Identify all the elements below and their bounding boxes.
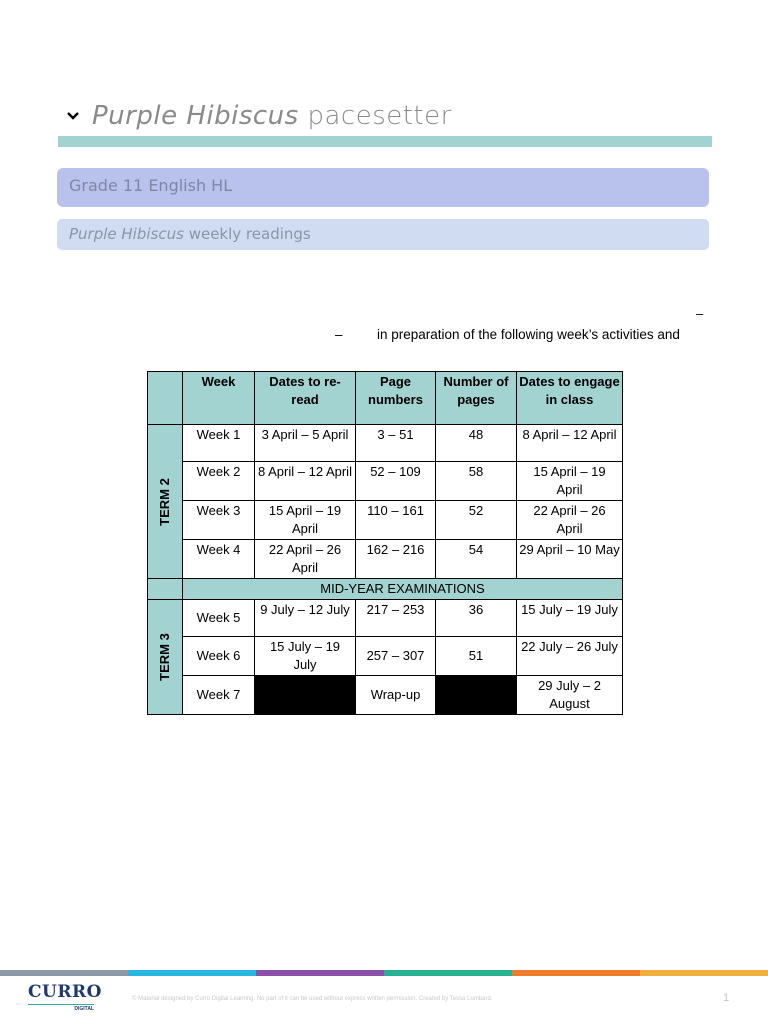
term3-label: TERM 3 — [157, 633, 172, 681]
cell-count: 52 — [436, 501, 517, 540]
stripe-segment — [512, 970, 640, 976]
cell-week: Week 4 — [183, 540, 255, 579]
cell-count: 48 — [436, 425, 517, 462]
cell-pages: 110 – 161 — [356, 501, 436, 540]
cell-count: 58 — [436, 462, 517, 501]
cell-count: 54 — [436, 540, 517, 579]
table-row — [148, 425, 623, 462]
grade-banner — [57, 168, 709, 207]
grade-label: Grade 11 English HL — [69, 176, 233, 195]
table-row — [148, 637, 623, 676]
cell-engage: 22 April – 26 April — [517, 501, 623, 540]
cell-week: Week 3 — [183, 501, 255, 540]
cell-pages: 52 – 109 — [356, 462, 436, 501]
table-header-row — [148, 372, 623, 425]
cell-week: Week 6 — [183, 637, 255, 676]
cell-engage: 15 April – 19 April — [517, 462, 623, 501]
header-pages: Page numbers — [356, 372, 436, 425]
cell-dates-blocked — [255, 676, 356, 715]
stripe-segment — [256, 970, 384, 976]
cell-dates: 15 April – 19 April — [255, 501, 356, 540]
readings-italic: Purple Hibiscus — [69, 225, 184, 243]
cell-engage: 15 July – 19 July — [517, 600, 623, 637]
table-row — [148, 676, 623, 715]
cell-week: Week 5 — [183, 600, 255, 637]
page-number: 1 — [723, 992, 730, 1004]
document-title — [66, 98, 452, 134]
cell-count-blocked — [436, 676, 517, 715]
header-blank — [148, 372, 183, 425]
copyright-notice: © Material designed by Curro Digital Learning. No part of it can be used without express written permission. Created by Tessa Lombard. — [132, 996, 493, 1002]
header-count: Number of pages — [436, 372, 517, 425]
footer-color-stripe — [0, 970, 768, 976]
reading-schedule-table — [147, 371, 623, 715]
body-line-text: in preparation of the following week’s activities and — [377, 327, 680, 342]
table-row — [148, 501, 623, 540]
cell-engage: 29 April – 10 May — [517, 540, 623, 579]
table-row — [148, 600, 623, 637]
term3-label-cell — [148, 600, 183, 715]
cell-week: Week 7 — [183, 676, 255, 715]
stripe-segment — [128, 970, 256, 976]
cell-pages: Wrap-up — [356, 676, 436, 715]
table-row — [148, 462, 623, 501]
cell-dates: 22 April – 26 April — [255, 540, 356, 579]
midyear-blank-cell — [148, 579, 183, 600]
cell-dates: 8 April – 12 April — [255, 462, 356, 501]
header-dates: Dates to re-read — [255, 372, 356, 425]
cell-count: 36 — [436, 600, 517, 637]
logo-subtitle: DIGITAL — [74, 1006, 94, 1012]
readings-rest: weekly readings — [183, 225, 311, 243]
cell-dates: 9 July – 12 July — [255, 600, 356, 637]
stripe-segment — [0, 970, 128, 976]
table-row — [148, 540, 623, 579]
body-line-dash: – — [335, 327, 343, 342]
cell-pages: 162 – 216 — [356, 540, 436, 579]
cell-pages: 257 – 307 — [356, 637, 436, 676]
term2-label: TERM 2 — [157, 477, 172, 526]
chevron-down-icon — [66, 109, 80, 123]
body-text-line — [335, 327, 711, 342]
page-title — [92, 101, 452, 131]
cell-engage: 29 July – 2 August — [517, 676, 623, 715]
cell-week: Week 2 — [183, 462, 255, 501]
cell-engage: 8 April – 12 April — [517, 425, 623, 462]
cell-week: Week 1 — [183, 425, 255, 462]
stripe-segment — [384, 970, 512, 976]
body-dash: – — [696, 306, 704, 321]
logo-divider — [28, 1004, 94, 1005]
stripe-segment — [640, 970, 768, 976]
readings-label — [69, 225, 311, 243]
curro-logo — [28, 982, 102, 1012]
logo-text: CURRO — [28, 982, 102, 1002]
title-underline-bar — [58, 136, 712, 147]
header-engage: Dates to engage in class — [517, 372, 623, 425]
cell-dates: 3 April – 5 April — [255, 425, 356, 462]
readings-banner — [57, 219, 709, 250]
cell-engage: 22 July – 26 July — [517, 637, 623, 676]
title-italic: Purple Hibiscus — [92, 101, 299, 131]
cell-pages: 3 – 51 — [356, 425, 436, 462]
title-rest: pacesetter — [298, 101, 452, 131]
cell-count: 51 — [436, 637, 517, 676]
term2-label-cell — [148, 425, 183, 579]
header-week: Week — [183, 372, 255, 425]
midyear-row — [148, 579, 623, 600]
cell-pages: 217 – 253 — [356, 600, 436, 637]
midyear-label: MID-YEAR EXAMINATIONS — [183, 579, 623, 600]
cell-dates: 15 July – 19 July — [255, 637, 356, 676]
